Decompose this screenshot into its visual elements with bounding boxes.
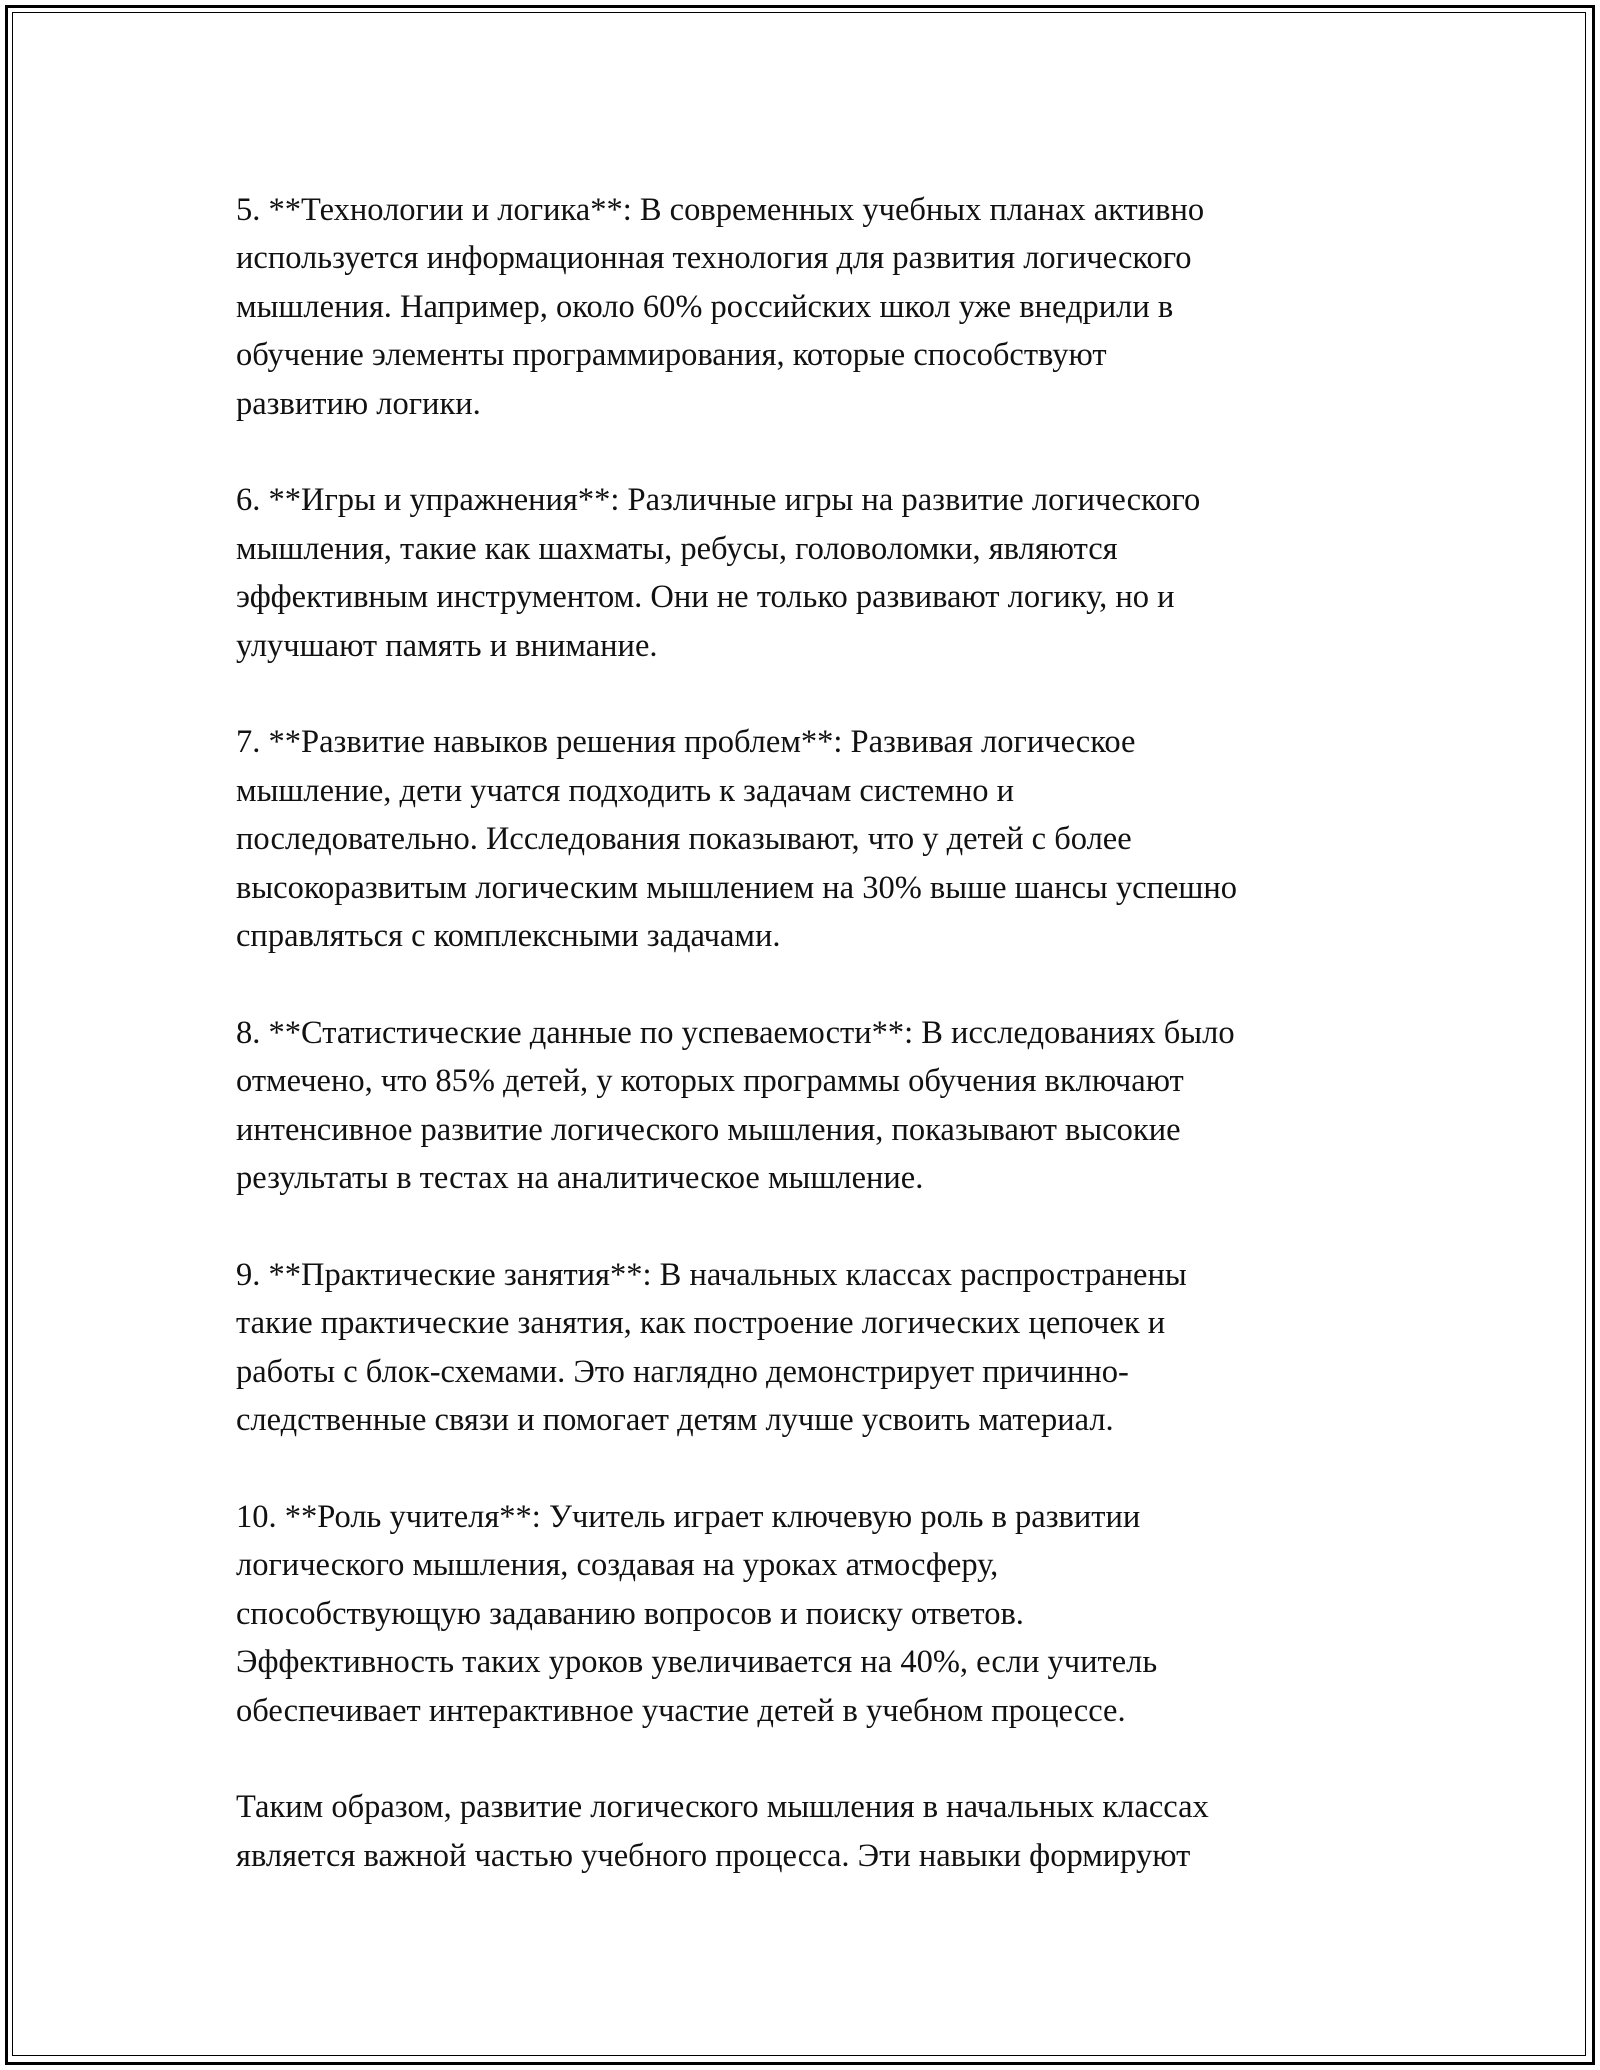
text-line: 6. **Игры и упражнения**: Различные игры на развитие логического (236, 482, 1201, 519)
text-line: 5. **Технологии и логика**: В современных учебных планах активно (236, 192, 1205, 228)
text-line: мышления, такие как шахматы, ребусы, головоломки, являются (236, 530, 1118, 567)
text-line: 10. **Роль учителя**: Учитель играет ключевую роль в развитии (236, 1498, 1141, 1535)
text-line: 8. **Статистические данные по успеваемости**: В исследованиях было (236, 1014, 1235, 1051)
text-line: работы с блок-схемами. Это наглядно демонстрирует причинно- (236, 1353, 1129, 1390)
text-line: Таким образом, развитие логического мышления в начальных классах (236, 1789, 1209, 1826)
text-line: следственные связи и помогает детям лучше усвоить материал. (236, 1402, 1114, 1439)
text-line: 9. **Практические занятия**: В начальных классах распространены (236, 1256, 1187, 1293)
paragraph-item-6 (236, 476, 1386, 670)
paragraph-item-9 (236, 1251, 1386, 1445)
text-line: способствующую задаванию вопросов и поиску ответов. (236, 1595, 1024, 1632)
text-line: высокоразвитым логическим мышлением на 30% выше шансы успешно (236, 869, 1238, 906)
text-line: обучение элементы программирования, которые способствуют (236, 337, 1107, 374)
text-line: мышления. Например, около 60% российских школ уже внедрили в (236, 288, 1174, 325)
paragraph-item-5 (236, 186, 1386, 428)
document-body (236, 186, 1386, 1880)
text-line: последовательно. Исследования показывают, что у детей с более (236, 821, 1132, 858)
text-line: интенсивное развитие логического мышления, показывают высокие (236, 1111, 1181, 1148)
text-line: отмечено, что 85% детей, у которых программы обучения включают (236, 1063, 1184, 1100)
paragraph-item-8 (236, 1009, 1386, 1203)
text-line: результаты в тестах на аналитическое мышление. (236, 1160, 924, 1197)
text-line: мышление, дети учатся подходить к задачам системно и (236, 772, 1015, 809)
text-line: улучшают память и внимание. (236, 627, 658, 664)
paragraph-conclusion (236, 1783, 1386, 1880)
text-line: развитию логики. (236, 385, 481, 422)
text-line: обеспечивает интерактивное участие детей в учебном процессе. (236, 1692, 1126, 1729)
paragraph-item-7 (236, 718, 1386, 960)
text-line: Эффективность таких уроков увеличивается на 40%, если учитель (236, 1644, 1158, 1681)
text-line: такие практические занятия, как построение логических цепочек и (236, 1305, 1166, 1342)
text-line: справляться с комплексными задачами. (236, 918, 781, 955)
text-line: является важной частью учебного процесса. Эти навыки формируют (236, 1837, 1191, 1874)
text-line: используется информационная технология для развития логического (236, 240, 1192, 277)
text-line: логического мышления, создавая на уроках атмосферу, (236, 1547, 999, 1584)
paragraph-item-10 (236, 1493, 1386, 1735)
text-line: 7. **Развитие навыков решения проблем**: Развивая логическое (236, 724, 1136, 761)
text-line: эффективным инструментом. Они не только развивают логику, но и (236, 579, 1175, 616)
